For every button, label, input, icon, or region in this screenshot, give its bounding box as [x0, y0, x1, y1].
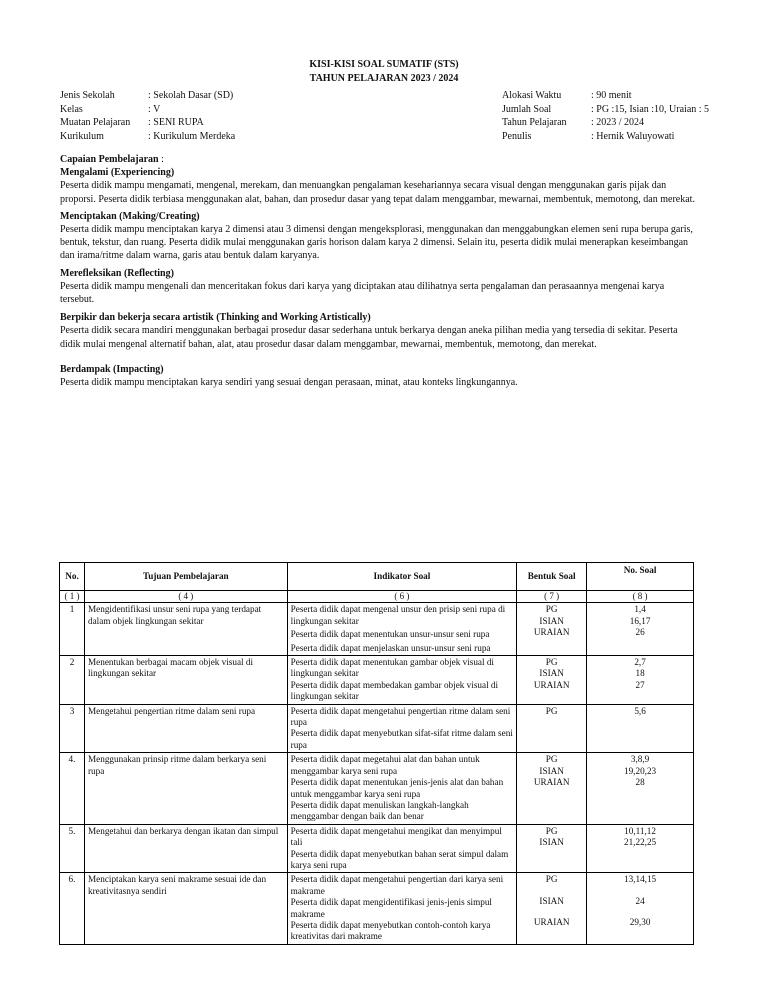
meta-row — [60, 103, 235, 117]
nosoal-item: 18 — [635, 668, 645, 679]
cell-tujuan: Menciptakan karya seni makrame sesuai ide dan kreativitasnya sendiri — [84, 873, 287, 944]
section-body: Peserta didik mampu menciptakan karya sendiri yang sesuai dengan perasaan, minat, atau konteks lingkungannya. — [60, 377, 518, 389]
indikator-item: Peserta didik dapat menuliskan langkah-langkah menggambar dengan baik dan benar — [290, 799, 469, 822]
cell-indikator — [287, 753, 517, 824]
cell-indikator — [287, 603, 517, 656]
kisi-kisi-table — [59, 562, 694, 945]
section-body: Peserta didik mampu mengenali dan menceritakan fokus dari karya yang diciptakan atau dilihatnya serta pengalaman dan perasaannya mengenai karya tersebut. — [60, 280, 665, 306]
meta-row — [60, 89, 235, 103]
document-title: KISI-KISI SOAL SUMATIF (STS) — [309, 59, 459, 70]
indikator-item: Peserta didik dapat megetahui alat dan bahan untuk menggambar karya seni rupa — [290, 754, 480, 776]
capaian-pembelajaran — [60, 153, 700, 389]
section-heading: Menciptakan (Making/Creating) — [60, 210, 200, 222]
nosoal-item: 29,30 — [629, 917, 651, 928]
index-tujuan: ( 4 ) — [84, 591, 287, 603]
meta-row — [502, 116, 709, 130]
meta-key: Muatan Pelajaran — [60, 117, 131, 128]
cell-indikator — [287, 704, 517, 753]
section-body: Peserta didik mampu mengamati, mengenal, merekam, dan menuangkan pengalaman kesehariannya secara visual dengan menggunakan garis pijak dan proporsi. Peserta didik terbiasa menggunakan alat, bahan, dan prosedur dasar yang tepat dalam menggambar, mewarnai, membentuk, memotong, dan merekat. — [60, 180, 695, 205]
section-body: Peserta didik secara mandiri menggunakan berbagai prosedur dasar sederhana untuk berkarya dengan aneka pilihan media yang tersedia di sekitar. Peserta didik mulai mengenal alternatif bahan, alat, atau prosedur dasar dalam menggambar, mewarnai, membentuk, memotong, dan merekat. — [60, 325, 678, 350]
bentuk-item: ISIAN — [539, 668, 564, 679]
cell-nosoal — [587, 873, 694, 944]
cell-bentuk — [517, 704, 587, 753]
cell-no: 3 — [60, 704, 85, 753]
table-index-row — [60, 591, 694, 603]
bentuk-item: ISIAN — [539, 837, 564, 848]
indikator-item: Peserta didik dapat menyebutkan contoh-contoh karya kreativitas dari makrame — [290, 919, 491, 942]
nosoal-item: 13,14,15 — [623, 874, 657, 885]
cell-no: 1 — [60, 603, 85, 656]
table-row — [60, 753, 694, 824]
section-heading: Berpikir dan bekerja secara artistik (Thinking and Working Artistically) — [60, 312, 371, 324]
cell-nosoal — [587, 704, 694, 753]
nosoal-item: 2,7 — [634, 657, 646, 668]
indikator-item: Peserta didik dapat menentukan unsur-unsur seni rupa — [290, 629, 490, 640]
table-row — [60, 656, 694, 705]
spacer — [520, 886, 583, 896]
cell-bentuk — [517, 656, 587, 705]
meta-key: Jenis Sekolah — [60, 90, 115, 101]
nosoal-item: 16,17 — [629, 615, 651, 626]
cell-nosoal — [587, 753, 694, 824]
document-subtitle: TAHUN PELAJARAN 2023 / 2024 — [309, 73, 459, 84]
cell-indikator — [287, 824, 517, 873]
cell-nosoal — [587, 603, 694, 656]
table-header-row — [60, 563, 694, 591]
nosoal-item: 21,22,25 — [623, 837, 657, 848]
cell-bentuk — [517, 603, 587, 656]
cell-no: 6. — [60, 873, 85, 944]
meta-key: Kurikulum — [60, 130, 104, 142]
meta-key: Alokasi Waktu — [502, 90, 562, 101]
cell-nosoal — [587, 656, 694, 705]
cell-indikator — [287, 656, 517, 705]
cell-bentuk — [517, 873, 587, 944]
nosoal-item: 19,20,23 — [623, 765, 657, 776]
section-heading: Mengalami (Experiencing) — [60, 167, 175, 179]
nosoal-item: 26 — [635, 627, 645, 638]
nosoal-item: 24 — [635, 895, 645, 906]
indikator-item: Peserta didik dapat membedakan gambar objek visual di lingkungan sekitar — [290, 679, 499, 702]
cell-tujuan: Menggunakan prinsip ritme dalam berkarya seni rupa — [84, 753, 287, 824]
meta-row — [502, 103, 709, 117]
cell-no: 5. — [60, 824, 85, 873]
bentuk-item: PG — [545, 604, 558, 615]
indikator-item: Peserta didik dapat menjelaskan unsur-unsur seni rupa — [290, 642, 491, 653]
cell-tujuan: Mengidentifikasi unsur seni rupa yang terdapat dalam objek lingkungan sekitar — [84, 603, 287, 656]
meta-value: : Hernik Waluyowati — [591, 130, 675, 142]
spacer — [590, 886, 690, 896]
bentuk-item: ISIAN — [539, 765, 564, 776]
meta-value: : SENI RUPA — [148, 117, 204, 128]
table-row — [60, 824, 694, 873]
nosoal-item: 5,6 — [634, 705, 646, 716]
bentuk-item: URAIAN — [533, 777, 570, 788]
cell-tujuan: Mengetahui dan berkarya dengan ikatan dan simpul — [84, 824, 287, 873]
nosoal-item: 28 — [635, 777, 645, 788]
spacer — [520, 907, 583, 917]
bentuk-item: URAIAN — [533, 679, 570, 690]
indikator-item: Peserta didik dapat mengetahui mengikat dan menyimpul tali — [290, 825, 502, 848]
capaian-heading — [60, 153, 700, 166]
meta-row — [502, 89, 709, 103]
cell-tujuan: Mengetahui pengertian ritme dalam seni rupa — [84, 704, 287, 753]
meta-value: : 90 menit — [591, 90, 632, 101]
header-indikator: Indikator Soal — [287, 563, 517, 591]
meta-row — [502, 130, 709, 144]
meta-key: Kelas — [60, 103, 83, 115]
table-row — [60, 603, 694, 656]
indikator-item: Peserta didik dapat menyebutkan sifat-sifat ritme dalam seni rupa — [290, 728, 513, 750]
meta-key: Jumlah Soal — [502, 103, 552, 115]
table-row — [60, 704, 694, 753]
indikator-item: Peserta didik dapat mengidentifikasi jenis-jenis simpul makrame — [290, 897, 492, 919]
cell-no: 2 — [60, 656, 85, 705]
meta-value: : Kurikulum Merdeka — [148, 130, 236, 142]
nosoal-item: 1,4 — [634, 604, 646, 615]
bentuk-item: ISIAN — [539, 895, 564, 906]
capaian-label: Capaian Pembelajaran — [60, 154, 159, 165]
nosoal-item: 3,8,9 — [630, 754, 650, 765]
bentuk-item: ISIAN — [539, 615, 564, 626]
spacer — [590, 907, 690, 917]
indikator-item: Peserta didik dapat menentukan gambar objek visual di lingkungan sekitar — [290, 657, 494, 679]
section-heading: Berdampak (Impacting) — [60, 363, 164, 375]
bentuk-item: PG — [545, 825, 558, 836]
meta-right — [502, 89, 709, 143]
cell-no: 4. — [60, 753, 85, 824]
cell-bentuk — [517, 753, 587, 824]
nosoal-item: 27 — [635, 679, 645, 690]
bentuk-item: PG — [545, 754, 558, 765]
bentuk-item: PG — [545, 874, 558, 885]
meta-value: : Sekolah Dasar (SD) — [148, 90, 234, 101]
meta-value: : 2023 / 2024 — [591, 117, 645, 128]
header-bentuk: Bentuk Soal — [517, 563, 587, 591]
header-no: No. — [60, 563, 85, 591]
index-no: ( 1 ) — [60, 591, 85, 603]
header-nosoal: No. Soal — [587, 563, 694, 591]
bentuk-item: PG — [545, 705, 558, 716]
meta-left — [60, 89, 235, 143]
index-nosoal: ( 8 ) — [587, 591, 694, 603]
capaian-colon: : — [158, 154, 164, 165]
bentuk-item: PG — [545, 657, 558, 668]
bentuk-item: URAIAN — [533, 917, 570, 928]
header-tujuan: Tujuan Pembelajaran — [84, 563, 287, 591]
section-heading: Merefleksikan (Reflecting) — [60, 267, 174, 279]
index-indikator: ( 6 ) — [287, 591, 517, 603]
indikator-item: Peserta didik dapat mengetahui pengertian ritme dalam seni rupa — [290, 705, 511, 728]
cell-bentuk — [517, 824, 587, 873]
meta-row — [60, 130, 235, 144]
cell-nosoal — [587, 824, 694, 873]
cell-indikator — [287, 873, 517, 944]
meta-key: Penulis — [502, 130, 532, 142]
nosoal-item: 10,11,12 — [624, 825, 656, 836]
table-row — [60, 873, 694, 944]
cell-tujuan: Menentukan berbagai macam objek visual di lingkungan sekitar — [84, 656, 287, 705]
indikator-item: Peserta didik dapat menyebutkan bahan serat simpul dalam karya seni rupa — [290, 848, 509, 870]
index-bentuk: ( 7 ) — [517, 591, 587, 603]
meta-key: Tahun Pelajaran — [502, 117, 567, 128]
meta-row — [60, 116, 235, 130]
indikator-item: Peserta didik dapat menentukan jenis-jenis alat dan bahan untuk menggambar karya seni rupa — [290, 777, 504, 799]
indikator-item: Peserta didik dapat mengenal unsur den prisip seni rupa di lingkungan sekitar — [290, 604, 506, 626]
section-body: Peserta didik mampu menciptakan karya 2 dimensi atau 3 dimensi dengan mengeksplorasi, menggunakan dan menggabungkan elemen seni rupa berupa garis, bentuk, tekstur, dan ruang. Peserta didik mulai menggunakan garis horison dalam karya 2 dimensi. Selain itu, peserta didik mulai menerapkan keseimbangan dan irama/ritme dalam warna, garis atau bentuk dalam karyanya. — [60, 224, 693, 262]
meta-value: : V — [148, 103, 161, 115]
bentuk-item: URAIAN — [533, 627, 570, 638]
meta-value: : PG :15, Isian :10, Uraian : 5 — [591, 103, 710, 115]
indikator-item: Peserta didik dapat mengetahui pengertian dari karya seni makrame — [290, 874, 504, 896]
